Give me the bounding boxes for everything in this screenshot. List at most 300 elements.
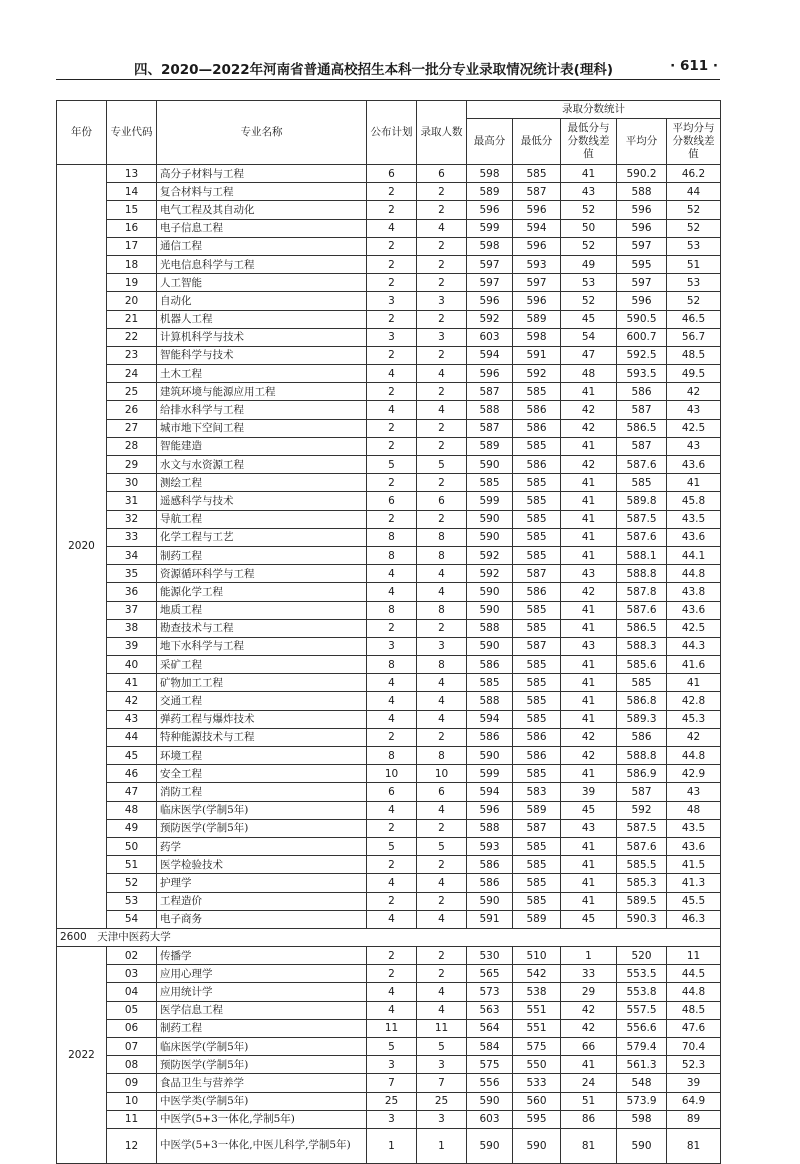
- min-diff-cell: 66: [561, 1038, 617, 1056]
- code-cell: 47: [107, 783, 157, 801]
- table-row: [57, 328, 721, 346]
- min-cell: 597: [513, 274, 561, 292]
- header-avg: 平均分: [617, 119, 667, 165]
- min-cell: 595: [513, 1110, 561, 1128]
- plan-cell: 8: [367, 546, 417, 564]
- admitted-cell: 8: [417, 656, 467, 674]
- min-diff-cell: 42: [561, 1019, 617, 1037]
- avg-cell: 589.3: [617, 710, 667, 728]
- table-row: [57, 656, 721, 674]
- code-cell: 53: [107, 892, 157, 910]
- min-diff-cell: 52: [561, 237, 617, 255]
- min-diff-cell: 33: [561, 965, 617, 983]
- code-cell: 19: [107, 274, 157, 292]
- min-cell: 590: [513, 1128, 561, 1163]
- max-cell: 589: [467, 183, 513, 201]
- plan-cell: 7: [367, 1074, 417, 1092]
- min-diff-cell: 42: [561, 456, 617, 474]
- admitted-cell: 3: [417, 637, 467, 655]
- plan-cell: 2: [367, 383, 417, 401]
- table-row: [57, 874, 721, 892]
- code-cell: 06: [107, 1019, 157, 1037]
- min-diff-cell: 24: [561, 1074, 617, 1092]
- max-cell: 590: [467, 637, 513, 655]
- min-cell: 585: [513, 837, 561, 855]
- code-cell: 27: [107, 419, 157, 437]
- avg-cell: 585.6: [617, 656, 667, 674]
- min-diff-cell: 41: [561, 528, 617, 546]
- plan-cell: 3: [367, 328, 417, 346]
- table-row: [57, 474, 721, 492]
- major-name-cell: 医学检验技术: [157, 856, 367, 874]
- admission-statistics-table: [56, 100, 721, 1164]
- min-cell: 585: [513, 765, 561, 783]
- avg-cell: 585: [617, 474, 667, 492]
- avg-cell: 586.9: [617, 765, 667, 783]
- major-name-cell: 测绘工程: [157, 474, 367, 492]
- code-cell: 32: [107, 510, 157, 528]
- min-cell: 583: [513, 783, 561, 801]
- plan-cell: 2: [367, 255, 417, 273]
- min-cell: 585: [513, 383, 561, 401]
- max-cell: 588: [467, 819, 513, 837]
- table-row: [57, 437, 721, 455]
- max-cell: 590: [467, 892, 513, 910]
- code-cell: 43: [107, 710, 157, 728]
- min-cell: 586: [513, 419, 561, 437]
- major-name-cell: 地下水科学与工程: [157, 637, 367, 655]
- plan-cell: 8: [367, 528, 417, 546]
- min-diff-cell: 42: [561, 401, 617, 419]
- admitted-cell: 4: [417, 365, 467, 383]
- admitted-cell: 2: [417, 619, 467, 637]
- admitted-cell: 2: [417, 892, 467, 910]
- max-cell: 603: [467, 1110, 513, 1128]
- min-diff-cell: 48: [561, 365, 617, 383]
- code-cell: 23: [107, 346, 157, 364]
- admitted-cell: 4: [417, 401, 467, 419]
- table-row: [57, 710, 721, 728]
- avg-diff-cell: 47.6: [667, 1019, 721, 1037]
- admitted-cell: 4: [417, 674, 467, 692]
- table-header: [57, 101, 721, 165]
- code-cell: 21: [107, 310, 157, 328]
- avg-diff-cell: 52.3: [667, 1056, 721, 1074]
- avg-cell: 597: [617, 274, 667, 292]
- avg-cell: 598: [617, 1110, 667, 1128]
- admitted-cell: 2: [417, 510, 467, 528]
- avg-cell: 588.1: [617, 546, 667, 564]
- plan-cell: 6: [367, 165, 417, 183]
- major-name-cell: 机器人工程: [157, 310, 367, 328]
- plan-cell: 4: [367, 1001, 417, 1019]
- min-diff-cell: 41: [561, 892, 617, 910]
- min-cell: 587: [513, 819, 561, 837]
- avg-cell: 590: [617, 1128, 667, 1163]
- admitted-cell: 2: [417, 437, 467, 455]
- major-name-cell: 消防工程: [157, 783, 367, 801]
- avg-diff-cell: 41.5: [667, 856, 721, 874]
- major-name-cell: 化学工程与工艺: [157, 528, 367, 546]
- major-name-cell: 复合材料与工程: [157, 183, 367, 201]
- min-diff-cell: 43: [561, 637, 617, 655]
- admitted-cell: 4: [417, 1001, 467, 1019]
- admitted-cell: 25: [417, 1092, 467, 1110]
- table-row: [57, 310, 721, 328]
- table-row: [57, 783, 721, 801]
- avg-diff-cell: 48.5: [667, 346, 721, 364]
- max-cell: 586: [467, 856, 513, 874]
- code-cell: 25: [107, 383, 157, 401]
- plan-cell: 4: [367, 983, 417, 1001]
- min-cell: 550: [513, 1056, 561, 1074]
- code-cell: 50: [107, 837, 157, 855]
- max-cell: 563: [467, 1001, 513, 1019]
- min-cell: 587: [513, 637, 561, 655]
- plan-cell: 8: [367, 656, 417, 674]
- max-cell: 592: [467, 310, 513, 328]
- plan-cell: 4: [367, 692, 417, 710]
- code-cell: 07: [107, 1038, 157, 1056]
- admitted-cell: 6: [417, 165, 467, 183]
- avg-cell: 590.3: [617, 910, 667, 928]
- min-cell: 587: [513, 565, 561, 583]
- avg-diff-cell: 44: [667, 183, 721, 201]
- min-diff-cell: 54: [561, 328, 617, 346]
- year-cell: 2022: [57, 947, 107, 1164]
- header-score-group: 录取分数统计: [467, 101, 721, 119]
- code-cell: 36: [107, 583, 157, 601]
- major-name-cell: 勘查技术与工程: [157, 619, 367, 637]
- avg-diff-cell: 46.2: [667, 165, 721, 183]
- min-diff-cell: 41: [561, 765, 617, 783]
- min-cell: 585: [513, 656, 561, 674]
- admitted-cell: 3: [417, 1056, 467, 1074]
- header-name: 专业名称: [157, 101, 367, 165]
- admitted-cell: 4: [417, 219, 467, 237]
- header-avg-diff: 平均分与分数线差值: [667, 119, 721, 165]
- min-cell: 585: [513, 692, 561, 710]
- plan-cell: 4: [367, 219, 417, 237]
- major-name-cell: 电子信息工程: [157, 219, 367, 237]
- min-cell: 585: [513, 874, 561, 892]
- max-cell: 603: [467, 328, 513, 346]
- table-row: [57, 201, 721, 219]
- code-cell: 28: [107, 437, 157, 455]
- table-row: [57, 183, 721, 201]
- min-diff-cell: 41: [561, 674, 617, 692]
- avg-cell: 587.6: [617, 601, 667, 619]
- min-diff-cell: 41: [561, 656, 617, 674]
- max-cell: 596: [467, 201, 513, 219]
- avg-diff-cell: 42.9: [667, 765, 721, 783]
- avg-diff-cell: 48.5: [667, 1001, 721, 1019]
- plan-cell: 4: [367, 365, 417, 383]
- table-row: [57, 255, 721, 273]
- plan-cell: 25: [367, 1092, 417, 1110]
- table-row: [57, 837, 721, 855]
- plan-cell: 3: [367, 637, 417, 655]
- min-cell: 585: [513, 510, 561, 528]
- table-row: [57, 1110, 721, 1128]
- admitted-cell: 2: [417, 383, 467, 401]
- avg-cell: 590.2: [617, 165, 667, 183]
- major-name-cell: 土木工程: [157, 365, 367, 383]
- avg-cell: 553.5: [617, 965, 667, 983]
- code-cell: 51: [107, 856, 157, 874]
- avg-cell: 561.3: [617, 1056, 667, 1074]
- code-cell: 09: [107, 1074, 157, 1092]
- min-diff-cell: 1: [561, 947, 617, 965]
- max-cell: 590: [467, 583, 513, 601]
- avg-cell: 600.7: [617, 328, 667, 346]
- plan-cell: 2: [367, 965, 417, 983]
- avg-cell: 587: [617, 401, 667, 419]
- avg-cell: 596: [617, 292, 667, 310]
- major-name-cell: 特种能源技术与工程: [157, 728, 367, 746]
- table-row: [57, 565, 721, 583]
- min-cell: 589: [513, 910, 561, 928]
- code-cell: 40: [107, 656, 157, 674]
- min-diff-cell: 45: [561, 910, 617, 928]
- table-row: [57, 747, 721, 765]
- avg-cell: 590.5: [617, 310, 667, 328]
- table-row: [57, 346, 721, 364]
- max-cell: 530: [467, 947, 513, 965]
- min-cell: 596: [513, 292, 561, 310]
- avg-cell: 585.5: [617, 856, 667, 874]
- major-name-cell: 传播学: [157, 947, 367, 965]
- avg-diff-cell: 42.8: [667, 692, 721, 710]
- avg-diff-cell: 44.1: [667, 546, 721, 564]
- table-row: [57, 165, 721, 183]
- max-cell: 584: [467, 1038, 513, 1056]
- page-title: 四、2020—2022年河南省普通高校招生本科一批分专业录取情况统计表(理科): [134, 62, 613, 78]
- table-row: [57, 1074, 721, 1092]
- plan-cell: 4: [367, 874, 417, 892]
- avg-cell: 586.5: [617, 419, 667, 437]
- avg-diff-cell: 42.5: [667, 619, 721, 637]
- min-diff-cell: 53: [561, 274, 617, 292]
- admitted-cell: 3: [417, 1110, 467, 1128]
- table-row: [57, 619, 721, 637]
- avg-cell: 587.6: [617, 837, 667, 855]
- major-name-cell: 矿物加工工程: [157, 674, 367, 692]
- table-row: [57, 1128, 721, 1163]
- code-cell: 03: [107, 965, 157, 983]
- max-cell: 598: [467, 165, 513, 183]
- plan-cell: 8: [367, 747, 417, 765]
- avg-diff-cell: 44.8: [667, 565, 721, 583]
- avg-diff-cell: 41: [667, 674, 721, 692]
- min-diff-cell: 81: [561, 1128, 617, 1163]
- min-cell: 587: [513, 183, 561, 201]
- admitted-cell: 3: [417, 292, 467, 310]
- avg-cell: 586: [617, 383, 667, 401]
- max-cell: 589: [467, 437, 513, 455]
- avg-diff-cell: 44.8: [667, 983, 721, 1001]
- plan-cell: 2: [367, 437, 417, 455]
- plan-cell: 2: [367, 183, 417, 201]
- section-row: [57, 928, 721, 946]
- avg-cell: 587: [617, 783, 667, 801]
- min-cell: 585: [513, 892, 561, 910]
- table-row: [57, 1019, 721, 1037]
- max-cell: 585: [467, 674, 513, 692]
- code-cell: 34: [107, 546, 157, 564]
- plan-cell: 4: [367, 710, 417, 728]
- avg-cell: 586.8: [617, 692, 667, 710]
- avg-diff-cell: 56.7: [667, 328, 721, 346]
- max-cell: 596: [467, 365, 513, 383]
- min-cell: 510: [513, 947, 561, 965]
- code-cell: 38: [107, 619, 157, 637]
- min-cell: 586: [513, 583, 561, 601]
- min-diff-cell: 52: [561, 201, 617, 219]
- avg-cell: 557.5: [617, 1001, 667, 1019]
- code-cell: 02: [107, 947, 157, 965]
- code-cell: 11: [107, 1110, 157, 1128]
- max-cell: 590: [467, 747, 513, 765]
- major-name-cell: 弹药工程与爆炸技术: [157, 710, 367, 728]
- min-diff-cell: 45: [561, 801, 617, 819]
- avg-cell: 587.6: [617, 528, 667, 546]
- max-cell: 586: [467, 656, 513, 674]
- avg-diff-cell: 89: [667, 1110, 721, 1128]
- admitted-cell: 4: [417, 983, 467, 1001]
- table-row: [57, 947, 721, 965]
- min-cell: 585: [513, 856, 561, 874]
- avg-diff-cell: 43.5: [667, 819, 721, 837]
- admitted-cell: 5: [417, 837, 467, 855]
- plan-cell: 10: [367, 765, 417, 783]
- table-row: [57, 274, 721, 292]
- min-cell: 596: [513, 201, 561, 219]
- table-row: [57, 728, 721, 746]
- min-diff-cell: 41: [561, 710, 617, 728]
- admitted-cell: 2: [417, 183, 467, 201]
- plan-cell: 2: [367, 619, 417, 637]
- min-cell: 585: [513, 474, 561, 492]
- major-name-cell: 安全工程: [157, 765, 367, 783]
- min-cell: 585: [513, 674, 561, 692]
- admitted-cell: 4: [417, 565, 467, 583]
- max-cell: 588: [467, 401, 513, 419]
- major-name-cell: 能源化学工程: [157, 583, 367, 601]
- major-name-cell: 智能科学与技术: [157, 346, 367, 364]
- min-cell: 586: [513, 728, 561, 746]
- max-cell: 588: [467, 619, 513, 637]
- major-name-cell: 应用心理学: [157, 965, 367, 983]
- header-admitted: 录取人数: [417, 101, 467, 165]
- admitted-cell: 2: [417, 819, 467, 837]
- avg-diff-cell: 44.8: [667, 747, 721, 765]
- major-name-cell: 导航工程: [157, 510, 367, 528]
- avg-diff-cell: 43.5: [667, 510, 721, 528]
- year-cell: 2020: [57, 165, 107, 929]
- plan-cell: 2: [367, 728, 417, 746]
- max-cell: 564: [467, 1019, 513, 1037]
- plan-cell: 2: [367, 237, 417, 255]
- min-cell: 592: [513, 365, 561, 383]
- avg-diff-cell: 52: [667, 201, 721, 219]
- table-row: [57, 292, 721, 310]
- major-name-cell: 临床医学(学制5年): [157, 1038, 367, 1056]
- min-cell: 586: [513, 401, 561, 419]
- major-name-cell: 遥感科学与技术: [157, 492, 367, 510]
- table-row: [57, 856, 721, 874]
- code-cell: 37: [107, 601, 157, 619]
- major-name-cell: 计算机科学与技术: [157, 328, 367, 346]
- plan-cell: 2: [367, 419, 417, 437]
- min-diff-cell: 47: [561, 346, 617, 364]
- code-cell: 16: [107, 219, 157, 237]
- avg-diff-cell: 43.6: [667, 528, 721, 546]
- avg-diff-cell: 51: [667, 255, 721, 273]
- admitted-cell: 2: [417, 310, 467, 328]
- max-cell: 591: [467, 910, 513, 928]
- min-cell: 585: [513, 619, 561, 637]
- plan-cell: 8: [367, 601, 417, 619]
- min-diff-cell: 29: [561, 983, 617, 1001]
- code-cell: 10: [107, 1092, 157, 1110]
- plan-cell: 5: [367, 1038, 417, 1056]
- max-cell: 590: [467, 510, 513, 528]
- min-diff-cell: 52: [561, 292, 617, 310]
- major-name-cell: 地质工程: [157, 601, 367, 619]
- max-cell: 586: [467, 874, 513, 892]
- avg-cell: 587.5: [617, 510, 667, 528]
- min-diff-cell: 45: [561, 310, 617, 328]
- plan-cell: 2: [367, 346, 417, 364]
- avg-cell: 596: [617, 219, 667, 237]
- admitted-cell: 2: [417, 965, 467, 983]
- min-cell: 589: [513, 310, 561, 328]
- avg-diff-cell: 53: [667, 274, 721, 292]
- major-name-cell: 光电信息科学与工程: [157, 255, 367, 273]
- major-name-cell: 药学: [157, 837, 367, 855]
- code-cell: 33: [107, 528, 157, 546]
- plan-cell: 4: [367, 801, 417, 819]
- plan-cell: 4: [367, 565, 417, 583]
- admitted-cell: 3: [417, 328, 467, 346]
- avg-cell: 588.8: [617, 747, 667, 765]
- max-cell: 598: [467, 237, 513, 255]
- min-diff-cell: 86: [561, 1110, 617, 1128]
- max-cell: 596: [467, 801, 513, 819]
- max-cell: 587: [467, 383, 513, 401]
- min-cell: 575: [513, 1038, 561, 1056]
- plan-cell: 4: [367, 583, 417, 601]
- avg-cell: 588: [617, 183, 667, 201]
- major-name-cell: 建筑环境与能源应用工程: [157, 383, 367, 401]
- admitted-cell: 4: [417, 710, 467, 728]
- min-diff-cell: 41: [561, 492, 617, 510]
- avg-diff-cell: 42.5: [667, 419, 721, 437]
- min-diff-cell: 42: [561, 747, 617, 765]
- min-diff-cell: 41: [561, 837, 617, 855]
- header-plan: 公布计划: [367, 101, 417, 165]
- admitted-cell: 2: [417, 255, 467, 273]
- admitted-cell: 2: [417, 419, 467, 437]
- table-row: [57, 528, 721, 546]
- admitted-cell: 4: [417, 874, 467, 892]
- min-cell: 585: [513, 165, 561, 183]
- max-cell: 590: [467, 528, 513, 546]
- admitted-cell: 2: [417, 274, 467, 292]
- min-diff-cell: 41: [561, 692, 617, 710]
- admitted-cell: 2: [417, 947, 467, 965]
